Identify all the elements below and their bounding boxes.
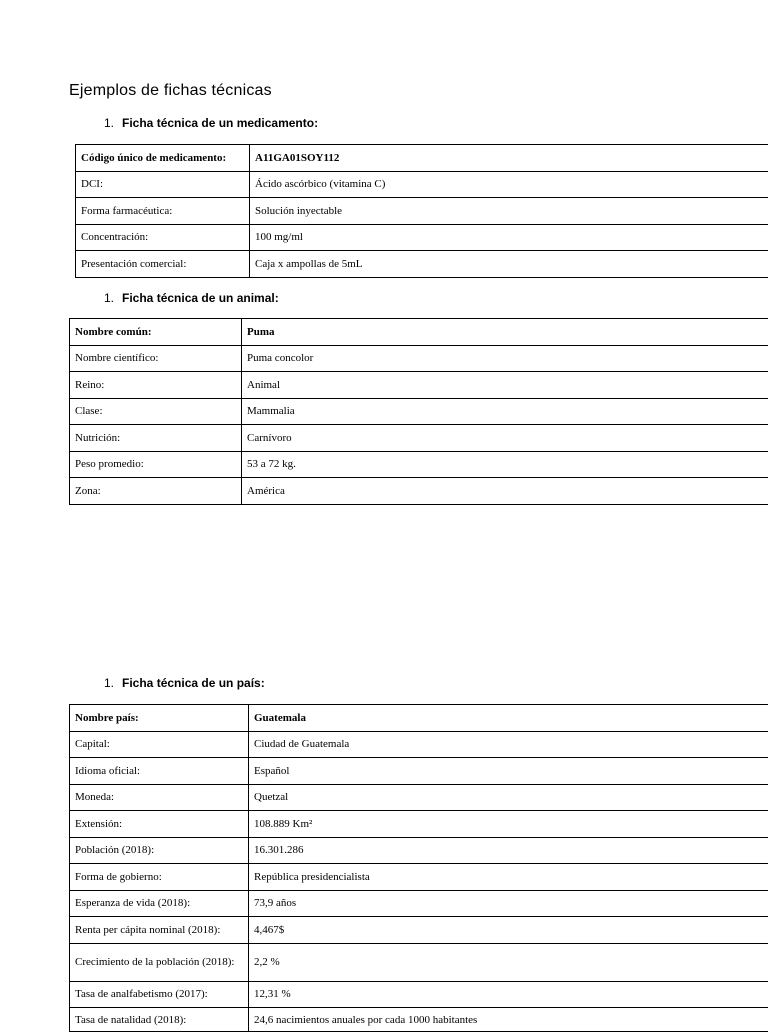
field-value: Guatemala <box>249 705 768 732</box>
field-label: Población (2018): <box>70 837 249 864</box>
table-row <box>70 319 768 346</box>
table-row <box>70 784 768 811</box>
table-row <box>70 398 768 425</box>
table-row <box>70 811 768 838</box>
field-label: Extensión: <box>70 811 249 838</box>
table-row <box>70 1008 768 1032</box>
field-label: Forma de gobierno: <box>70 864 249 891</box>
field-label: Código único de medicamento: <box>76 145 250 172</box>
field-label: Tasa de analfabetismo (2017): <box>70 981 249 1008</box>
table-row <box>70 425 768 452</box>
field-value: Quetzal <box>249 784 768 811</box>
list-number: 1. <box>104 676 114 690</box>
section-heading-animal <box>104 291 279 305</box>
table-row <box>70 451 768 478</box>
field-value: República presidencialista <box>249 864 768 891</box>
field-value: Caja x ampollas de 5mL <box>250 251 768 278</box>
table-row <box>70 478 768 505</box>
table-pais <box>69 704 768 1032</box>
table-row <box>76 171 768 198</box>
field-value: 108.889 Km² <box>249 811 768 838</box>
table-row <box>70 372 768 399</box>
table-row <box>76 251 768 278</box>
section-heading-medicamento <box>104 116 318 130</box>
field-label: Esperanza de vida (2018): <box>70 890 249 917</box>
field-label: Renta per cápita nominal (2018): <box>70 917 249 944</box>
field-value: Ácido ascórbico (vitamina C) <box>250 171 768 198</box>
table-row <box>70 758 768 785</box>
field-label: Nombre país: <box>70 705 249 732</box>
table-row <box>70 917 768 944</box>
section-heading-pais <box>104 676 265 690</box>
field-label: Crecimiento de la población (2018): <box>70 943 249 981</box>
field-value: A11GA01SOY112 <box>250 145 768 172</box>
table-row <box>76 224 768 251</box>
field-value: Español <box>249 758 768 785</box>
field-value: 53 a 72 kg. <box>242 451 768 478</box>
field-label: Zona: <box>70 478 242 505</box>
field-value: 24,6 nacimientos anuales por cada 1000 habitantes <box>249 1008 768 1032</box>
field-value: 16.301.286 <box>249 837 768 864</box>
field-value: 73,9 años <box>249 890 768 917</box>
list-number: 1. <box>104 116 114 130</box>
table-row <box>70 705 768 732</box>
table-row <box>70 943 768 981</box>
section-heading-text: Ficha técnica de un animal: <box>122 291 279 305</box>
field-label: Idioma oficial: <box>70 758 249 785</box>
section-heading-text: Ficha técnica de un país: <box>122 676 265 690</box>
field-label: Moneda: <box>70 784 249 811</box>
field-value: América <box>242 478 768 505</box>
field-label: Clase: <box>70 398 242 425</box>
field-value: 12,31 % <box>249 981 768 1008</box>
field-value: 100 mg/ml <box>250 224 768 251</box>
field-label: Forma farmacéutica: <box>76 198 250 225</box>
field-label: Concentración: <box>76 224 250 251</box>
table-row <box>70 890 768 917</box>
field-value: Mammalia <box>242 398 768 425</box>
field-value: Ciudad de Guatemala <box>249 731 768 758</box>
field-label: Peso promedio: <box>70 451 242 478</box>
page-title: Ejemplos de fichas técnicas <box>69 82 272 100</box>
field-label: Presentación comercial: <box>76 251 250 278</box>
table-animal <box>69 318 768 505</box>
field-value: Animal <box>242 372 768 399</box>
field-value: Puma concolor <box>242 345 768 372</box>
table-row <box>70 345 768 372</box>
table-row <box>70 981 768 1008</box>
field-value: Puma <box>242 319 768 346</box>
field-label: Nutrición: <box>70 425 242 452</box>
field-label: Nombre común: <box>70 319 242 346</box>
field-value: Carnívoro <box>242 425 768 452</box>
table-row <box>70 731 768 758</box>
table-row <box>70 864 768 891</box>
table-medicamento <box>75 144 768 278</box>
field-value: 4,467$ <box>249 917 768 944</box>
field-label: Tasa de natalidad (2018): <box>70 1008 249 1032</box>
table-row <box>76 145 768 172</box>
field-label: Reino: <box>70 372 242 399</box>
section-heading-text: Ficha técnica de un medicamento: <box>122 116 318 130</box>
field-value: 2,2 % <box>249 943 768 981</box>
table-row <box>70 837 768 864</box>
field-label: DCI: <box>76 171 250 198</box>
field-value: Solución inyectable <box>250 198 768 225</box>
field-label: Nombre científico: <box>70 345 242 372</box>
field-label: Capital: <box>70 731 249 758</box>
list-number: 1. <box>104 291 114 305</box>
table-row <box>76 198 768 225</box>
